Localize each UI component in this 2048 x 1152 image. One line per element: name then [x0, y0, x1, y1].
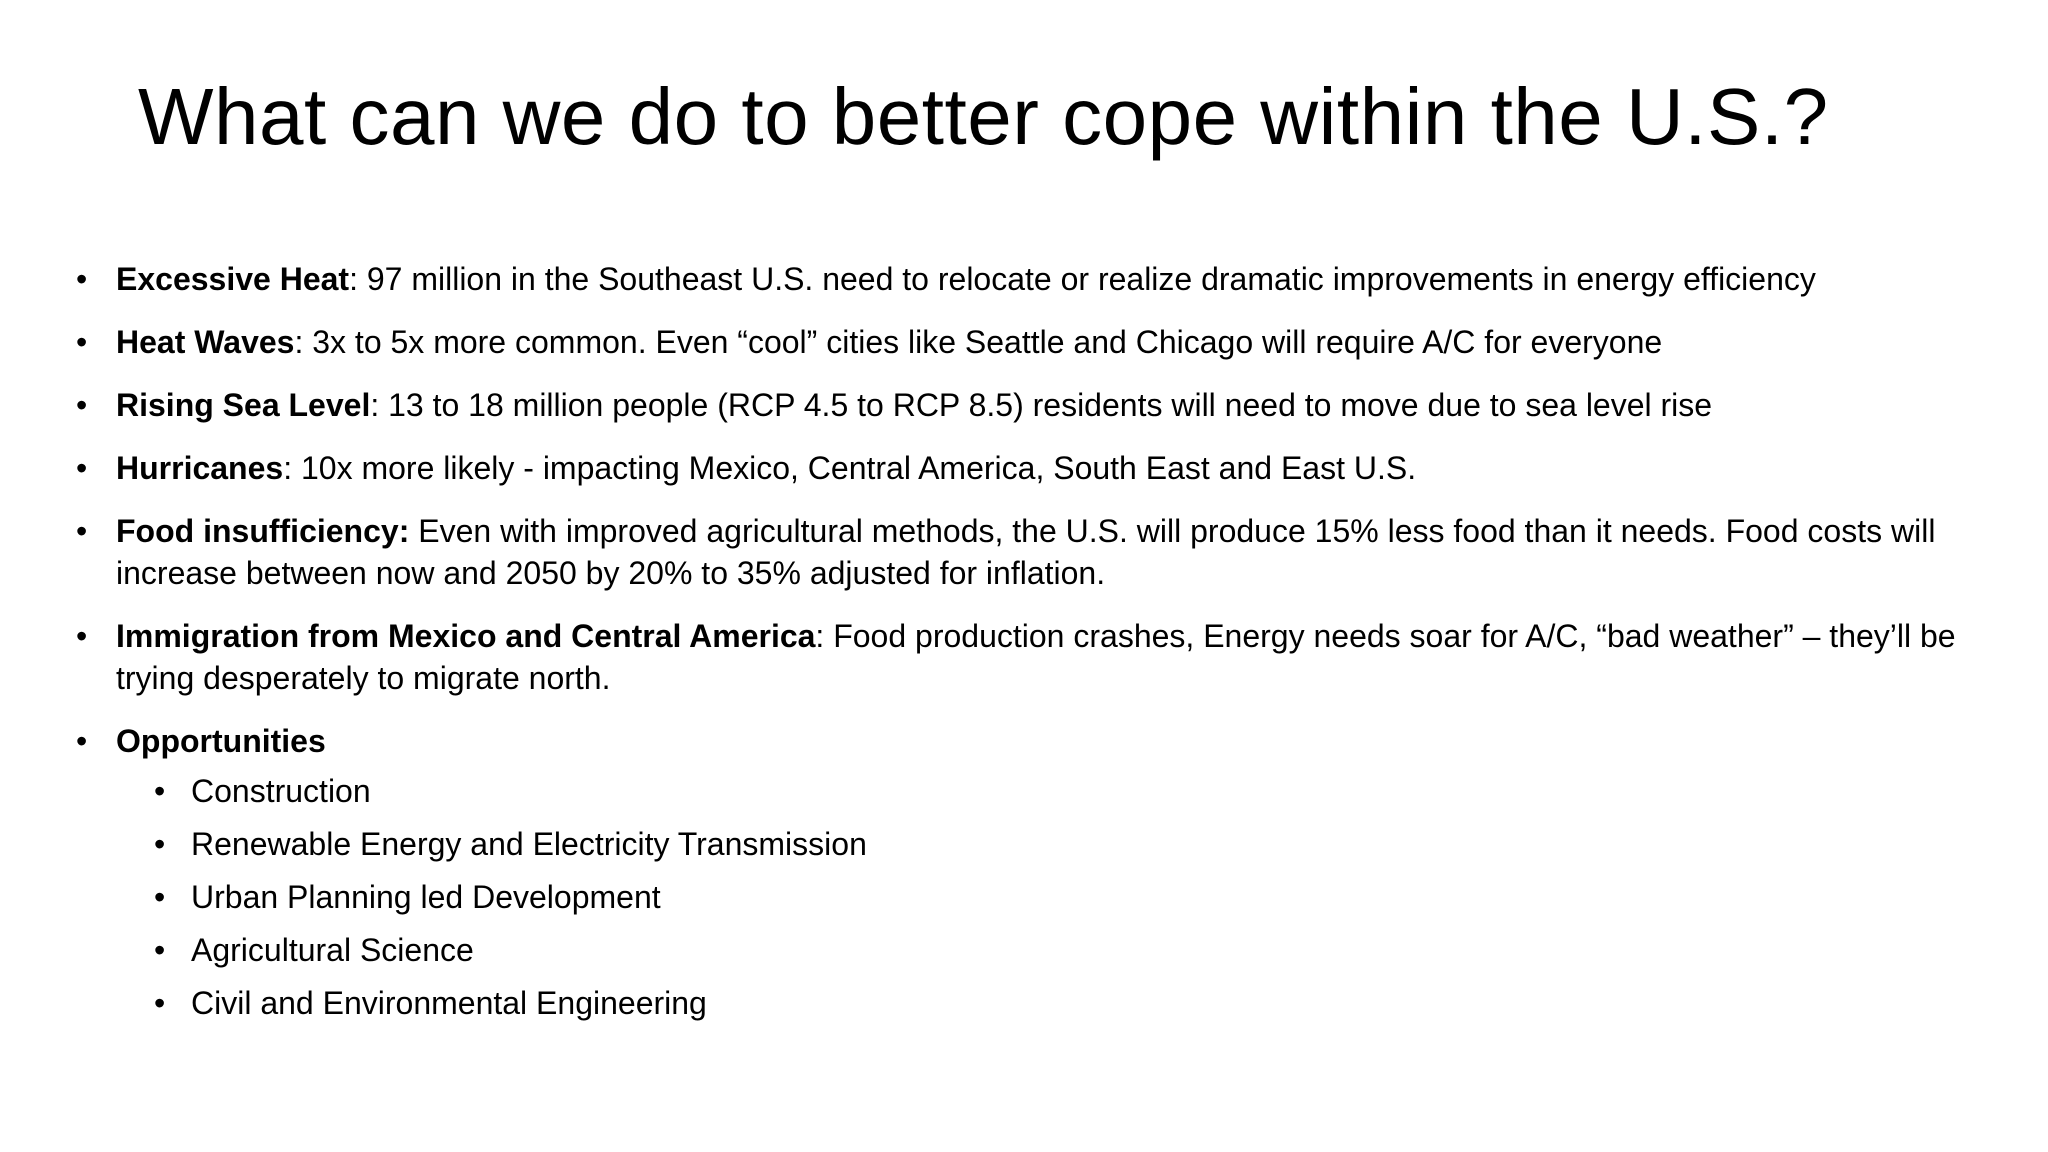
bullet-label: Immigration from Mexico and Central America [116, 618, 816, 654]
sub-bullet-item [116, 982, 2006, 1024]
sub-bullet-text: Construction [191, 773, 371, 809]
bullet-glyph: • [154, 773, 166, 809]
bullet-label: Opportunities [116, 723, 326, 759]
bullet-item-food-insufficiency [76, 510, 2006, 594]
sub-bullet-text: Agricultural Science [191, 932, 474, 968]
bullet-item-heat-waves [76, 321, 2006, 363]
bullet-label: Heat Waves [116, 324, 295, 360]
sub-bullet-text: Urban Planning led Development [191, 879, 661, 915]
bullet-glyph: • [154, 932, 166, 968]
bullet-glyph: • [76, 513, 88, 549]
bullet-glyph: • [76, 387, 88, 423]
sub-bullet-item [116, 929, 2006, 971]
bullet-item-opportunities [76, 720, 2006, 1024]
sub-bullet-item [116, 876, 2006, 918]
bullet-text: : Food production crashes, Energy needs soar for A/C, “bad weather” – they’ll be trying desperately to migrate north. [116, 618, 1956, 696]
bullet-glyph: • [154, 826, 166, 862]
bullet-glyph: • [154, 879, 166, 915]
bullet-glyph: • [76, 723, 88, 759]
bullet-item-immigration [76, 615, 2006, 699]
bullet-item-hurricanes [76, 447, 2006, 489]
sub-bullet-item [116, 823, 2006, 865]
bullet-glyph: • [76, 324, 88, 360]
sub-bullet-text: Renewable Energy and Electricity Transmission [191, 826, 867, 862]
bullet-label: Hurricanes [116, 450, 284, 486]
bullet-text: Even with improved agricultural methods, the U.S. will produce 15% less food than it needs. Food costs will increase between now and 2050 by 20% to 35% adjusted for inflation. [116, 513, 1936, 591]
bullet-text: : 10x more likely - impacting Mexico, Central America, South East and East U.S. [283, 450, 1417, 486]
sub-bullet-item [116, 770, 2006, 812]
bullet-text: : 3x to 5x more common. Even “cool” cities like Seattle and Chicago will require A/C for everyone [294, 324, 1663, 360]
bullet-label: Food insufficiency: [116, 513, 410, 549]
bullet-glyph: • [154, 985, 166, 1021]
opportunities-list [116, 770, 2006, 1024]
slide-title: What can we do to better cope within the U.S.? [138, 72, 1829, 161]
bullet-text: : 97 million in the Southeast U.S. need to relocate or realize dramatic improvements in energy efficiency [349, 261, 1816, 297]
bullet-item-excessive-heat [76, 258, 2006, 300]
bullet-glyph: • [76, 261, 88, 297]
bullet-text: : 13 to 18 million people (RCP 4.5 to RCP 8.5) residents will need to move due to sea level rise [370, 387, 1713, 423]
bullet-list [76, 258, 2006, 1045]
bullet-label: Rising Sea Level [116, 387, 371, 423]
bullet-item-rising-sea-level [76, 384, 2006, 426]
bullet-glyph: • [76, 450, 88, 486]
sub-bullet-text: Civil and Environmental Engineering [191, 985, 707, 1021]
bullet-label: Excessive Heat [116, 261, 350, 297]
bullet-glyph: • [76, 618, 88, 654]
